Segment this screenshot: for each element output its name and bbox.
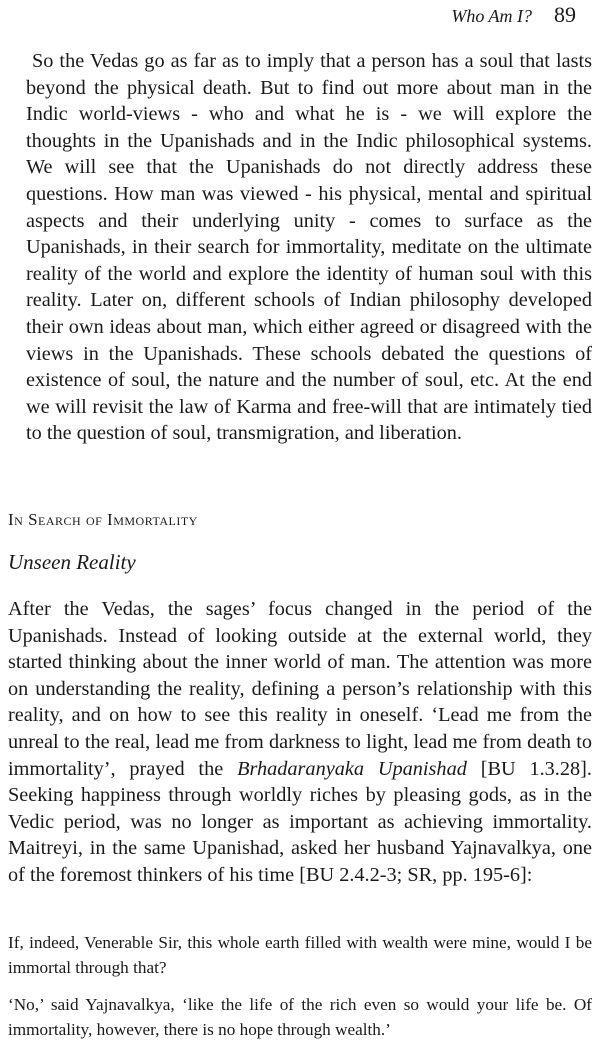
paragraph-text-b: [BU 1.3.28]. Seeking happiness through worldly riches by pleasing gods, as in the Vedic period, was no longer as important as achieving immortality. Maitreyi, in the same Upanishad, asked her husband Yajnavalkya, one of the foremost thinkers of his time [BU 2.4.2-3; SR, pp. 195-6]: [8,757,592,886]
paragraph-vedas-soul: So the Vedas go as far as to imply that a person has a soul that lasts beyond the physical death. But to find out more about man in the Indic world-views - who and what he is - we will explore the thoughts in the Upanishads and in the Indic philosophical systems. We will see that the Upanishads do not directly address these questions. How man was viewed - his physical, mental and spiritual aspects and their underlying unity - comes to surface as the Upanishads, in their search for immortality, meditate on the ultimate reality of the world and explore the identity of human soul with this reality. Later on, different schools of Indian philosophy developed their own ideas about man, which either agreed or disagreed with the views in the Upanishads. These schools debated the questions of existence of soul, the nature and the number of soul, etc. At the end we will revisit the law of Karma and free-will that are intimately tied to the question of soul, transmigration, and liberation. [26,50,592,445]
page-number: 89 [554,2,576,27]
block-quote-yajnavalkya: ‘No,’ said Yajnavalkya, ‘like the life of the rich even so would your life be. Of immortality, however, there is no hope through wealth.’ [8,995,592,1039]
section-heading: In Search of Immortality [8,510,198,529]
book-title-italic: Brhadaranyaka Upanishad [237,757,467,780]
running-header [451,2,576,28]
sub-heading: Unseen Reality [8,550,136,574]
paragraph-text-a: After the Vedas, the sages’ focus changed in the period of the Upanishads. Instead of looking outside at the external world, they started thinking about the inner world of man. The attention was more on understanding the reality, defining a person’s relationship with this reality, and on how to see this reality in oneself. ‘Lead me from the unreal to the real, lead me from darkness to light, lead me from death to immortality’, prayed the [8,598,592,780]
running-title: Who Am I? [451,6,532,26]
block-quote-maitreyi: If, indeed, Venerable Sir, this whole earth filled with wealth were mine, would I be immortal through that? [8,933,592,977]
paragraph-upanishads [8,596,592,889]
